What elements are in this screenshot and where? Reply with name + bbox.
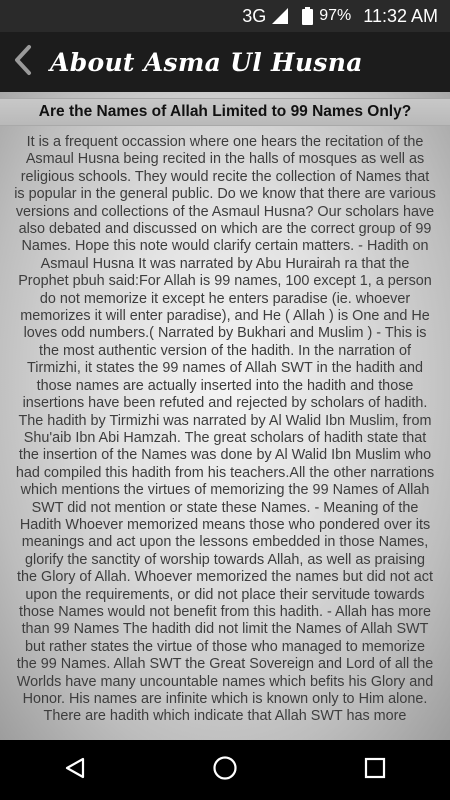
recents-square-icon — [364, 757, 386, 784]
article-scroll-area[interactable] — [0, 92, 450, 740]
clock: 11:32 AM — [363, 5, 438, 26]
back-triangle-icon — [63, 756, 87, 785]
network-type: 3G — [242, 5, 267, 26]
status-bar — [0, 0, 450, 32]
home-circle-icon — [212, 755, 238, 786]
battery-icon — [302, 7, 313, 25]
app-bar — [0, 32, 450, 92]
article-body: It is a frequent occassion where one hears the recitation of the Asmaul Husna being recited in the halls of mosques as well as religious schools. They would recite the collection of Names that is popular in the general public. Do we know that there are various versions and collections of the Asmaul Husna? Our scholars have also debated and discussed on which are the correct group of 99 Names. Hope this note would clarify certain matters. - Hadith on Asmaul Husna It was narrated by Abu Hurairah ra that the Prophet pbuh said:For Allah is 99 names, 100 except 1, a person do not memorize it except he enters paradise (ie. whoever memorizes it will enter paradise), and He ( Allah ) is One and He loves odd numbers.( Narrated by Bukhari and Muslim ) - This is the most authentic version of the hadith. In the narration of Tirmizhi, it states the 99 names of Allah SWT in the hadith and those names are actually inserted into the hadith and those insertions have been refuted and rejected by scholars of hadith. The hadith by Tirmizhi was narrated by Al Walid Ibn Muslim, from Shu'aib Ibn Abi Hamzah. The great scholars of hadith state that the insertion of the Names was done by Al Walid Ibn Muslim who had compiled this hadith from his teachers.All the other narrations which mentions the virtues of memorizing the 99 Names of Allah SWT did not mention or state these Names. - Meaning of the Hadith Whoever memorized means those who pondered over its meanings and act upon the lessons embedded in those Names, glorify the sanctity of worship towards Allah, as well as praising the Glory of Allah. Whoever memorized the names but did not act upon the requirements, or did not place their servitude towards those Names would not benefit from this hadith. - Allah has more than 99 Names The hadith did not limit the Names of Allah SWT but rather states the virtue of those who managed to memorize the 99 Names. Allah SWT the Great Sovereign and Lord of all the Worlds have many uncountable names which befits his Glory and Honor. His names are infinite which is known only to Him alone. There are hadith which indicate that Allah SWT has more — [14, 134, 436, 725]
chevron-left-icon — [13, 44, 33, 81]
back-button[interactable] — [0, 32, 46, 92]
article-heading: Are the Names of Allah Limited to 99 Names Only? — [38, 103, 412, 120]
signal-icon — [272, 8, 288, 24]
article-heading-band — [0, 98, 450, 126]
nav-home-button[interactable] — [195, 740, 255, 800]
page-title: About Asma Ul Husna — [50, 47, 363, 77]
battery-percent: 97% — [319, 7, 352, 24]
system-nav-bar — [0, 740, 450, 800]
nav-recents-button[interactable] — [345, 740, 405, 800]
nav-back-button[interactable] — [45, 740, 105, 800]
